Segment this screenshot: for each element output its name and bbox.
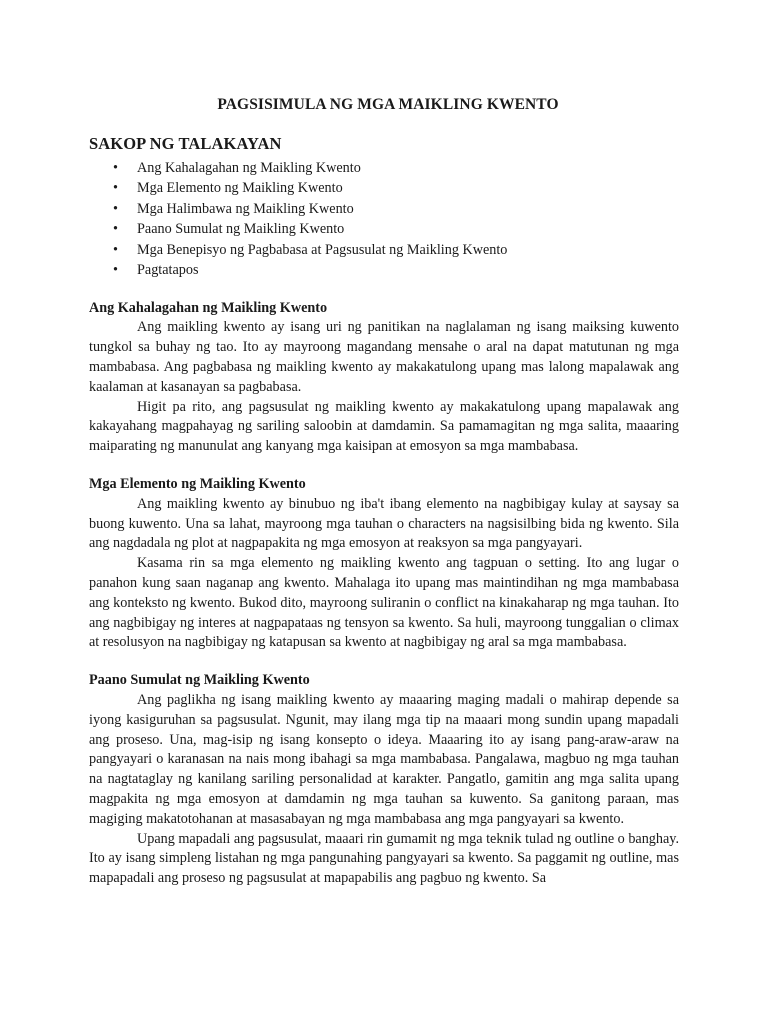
list-item	[89, 178, 679, 199]
list-item-text: Paano Sumulat ng Maikling Kwento	[137, 221, 345, 238]
paragraph: Ang maikling kwento ay binubuo ng iba't ibang elemento na nagbibigay kulay at saysay sa buong kuwento. Una sa lahat, mayroong mga tauhan o characters na nagsisilbing bida ng kwento. Sila ang nagdadala ng plot at nagpapakita ng mga emosyon at reaksyon sa mga pangyayari.	[89, 495, 679, 552]
list-item-text: Mga Elemento ng Maikling Kwento	[137, 180, 343, 197]
document-title: PAGSISIMULA NG MGA MAIKLING KWENTO	[217, 96, 559, 113]
list-item	[89, 260, 679, 281]
bullet-icon: •	[113, 241, 118, 258]
paragraph: Ang maikling kwento ay isang uri ng panitikan na naglalaman ng isang maiksing kuwento tungkol sa buhay ng tao. Ito ay mayroong magandang mensahe o aral na dapat matutunan ng mga mambabasa. Ang pagbabasa ng maikling kwento ay makakatulong upang mas lalong mapalawak ang kaalaman at kasanayan sa pagbabasa.	[89, 319, 679, 395]
list-item	[89, 219, 679, 240]
list-item-text: Mga Halimbawa ng Maikling Kwento	[137, 200, 354, 217]
section-elemento	[89, 475, 679, 653]
paragraph: Higit pa rito, ang pagsusulat ng maikling kwento ay makakatulong upang mapalawak ang kakayahang magpahayag ng sariling saloobin at damdamin. Sa pamamagitan ng mga salita, maaaring maiparating ng manunulat ang kanyang mga kaisipan at emosyon sa mga mambabasa.	[89, 398, 679, 455]
document-content	[89, 95, 679, 889]
section-heading: Mga Elemento ng Maikling Kwento	[89, 475, 306, 492]
section-heading: Paano Sumulat ng Maikling Kwento	[89, 672, 310, 689]
bullet-icon: •	[113, 180, 118, 197]
bullet-icon: •	[113, 221, 118, 238]
paragraph: Kasama rin sa mga elemento ng maikling kwento ang tagpuan o setting. Ito ang lugar o panahon kung saan naganap ang kwento. Mahalaga ito upang mas maintindihan ng mga mambabasa ang konteksto ng kwento. Bukod dito, mayroong suliranin o conflict na kinakaharap ng mga tauhan. Ito ang nagbibigay ng interes at nagpapataas ng tensyon sa kwento. Sa huli, mayroong tunggalian o climax at resolusyon na nagbibigay ng katapusan sa kwento at nagbibigay ng aral sa mga mambabasa.	[89, 555, 679, 651]
list-item	[89, 158, 679, 179]
list-item	[89, 199, 679, 220]
list-item	[89, 240, 679, 261]
paragraph: Ang paglikha ng isang maikling kwento ay maaaring maging madali o mahirap depende sa iyong kasiguruhan sa pagsusulat. Ngunit, may ilang mga tip na maaari mong sundin upang mapadali ang proseso. Una, mag-isip ng isang konsepto o ideya. Maaaring ito ay isang pang-araw-araw na pangyayari o karanasan na nais mong ibahagi sa mga mambabasa. Pangalawa, magbuo ng mga tauhan na nagtataglay ng kanilang sariling personalidad at karakter. Pangatlo, gamitin ang mga salita upang magpakita ng mga emosyon at damdamin ng mga tauhan sa kuwento. Sa ganitong paraan, mas magiging makatotohanan at masasabayan ng mga mambabasa ang mga pangyayari sa kwento.	[89, 691, 679, 827]
bullet-icon: •	[113, 262, 118, 279]
paragraph: Upang mapadali ang pagsusulat, maaari rin gumamit ng mga teknik tulad ng outline o banghay. Ito ay isang simpleng listahan ng mga pangunahing pangyayari sa kwento. Sa paggamit ng outline, mas mapapadali ang proseso ng pagsusulat at mapapabilis ang pagbuo ng kwento. Sa	[89, 830, 680, 887]
scope-heading: SAKOP NG TALAKAYAN	[89, 133, 282, 153]
scope-list	[89, 158, 679, 281]
section-paano-sumulat	[89, 671, 679, 889]
list-item-text: Pagtatapos	[137, 262, 199, 279]
section-kahalagahan	[89, 299, 679, 457]
bullet-icon: •	[113, 159, 118, 176]
list-item-text: Ang Kahalagahan ng Maikling Kwento	[137, 159, 361, 176]
list-item-text: Mga Benepisyo ng Pagbabasa at Pagsusulat ng Maikling Kwento	[137, 241, 508, 258]
bullet-icon: •	[113, 200, 118, 217]
section-heading: Ang Kahalagahan ng Maikling Kwento	[89, 299, 328, 316]
